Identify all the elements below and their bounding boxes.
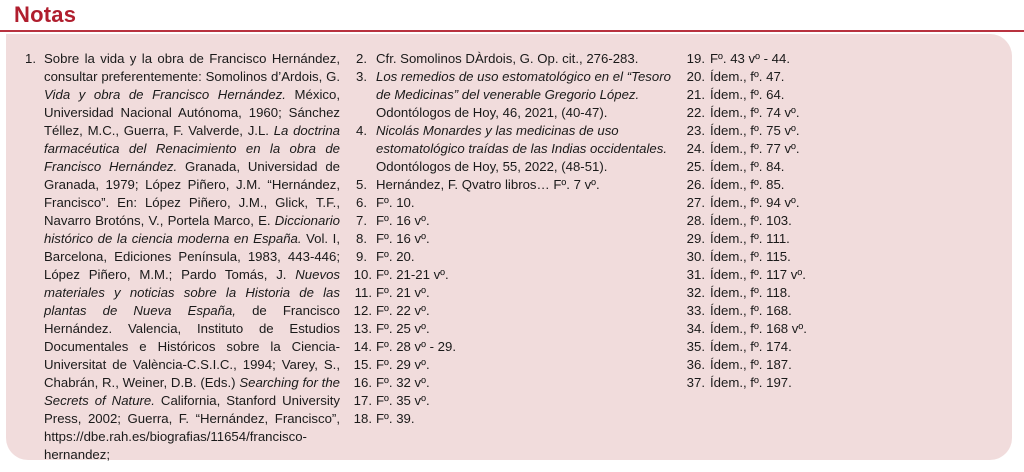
note-item-21 — [685, 86, 995, 104]
note-text-segment: de Francisco Hernández. Valencia, Instituto de Estudios Documentales e Históricos sobre la Ciencia-Universitat de València-C.S.I.C., 1994; Varey, S., Chabrán, R., Weiner, D.B. (Eds.) — [44, 303, 340, 390]
note-item-20 — [685, 68, 995, 86]
note-item-22 — [685, 104, 995, 122]
notes-column-2 — [353, 50, 681, 428]
note-item-33 — [685, 302, 995, 320]
note-text-segment: Sobre la vida y la obra de Francisco Hernández, consultar preferentemente: Somolinos d’Ardois, G. — [44, 51, 340, 84]
note-text: Fº. 22 vº. — [376, 303, 430, 318]
note-number: 4. — [356, 123, 367, 138]
note-number: 28. — [686, 213, 705, 228]
note-number: 14. — [353, 339, 372, 354]
note-item-26 — [685, 176, 995, 194]
note-item-35 — [685, 338, 995, 356]
note-item-29 — [685, 230, 995, 248]
note-item-34 — [685, 320, 995, 338]
notes-list — [353, 194, 681, 428]
note-text: Ídem., fº. 118. — [710, 285, 791, 300]
note-item-4 — [353, 122, 681, 176]
note-text: Ídem., fº. 47. — [710, 69, 785, 84]
note-number: 31. — [686, 267, 705, 282]
note-number: 29. — [686, 231, 705, 246]
note-text: Fº. 32 vº. — [376, 375, 430, 390]
note-number: 26. — [686, 177, 705, 192]
note-text-segment: Odontólogos de Hoy, 46, 2021, (40-47). — [376, 105, 608, 120]
note-item-27 — [685, 194, 995, 212]
note-number: 37. — [686, 375, 705, 390]
note-title-italic: Nicolás Monardes y las medicinas de uso estomatológico traídas de las Indias occidentales. — [376, 123, 668, 156]
note-item-17 — [353, 392, 681, 410]
notes-column-1 — [20, 50, 340, 464]
note-number: 36. — [686, 357, 705, 372]
note-item-36 — [685, 356, 995, 374]
note-text: Ídem., fº. 168 vº. — [710, 321, 807, 336]
note-text: Ídem., fº. 115. — [710, 249, 791, 264]
note-number: 5. — [356, 177, 367, 192]
note-number: 11. — [354, 285, 372, 300]
note-number: 27. — [686, 195, 705, 210]
note-text: Ídem., fº. 187. — [710, 357, 792, 372]
note-text: Ídem., fº. 111. — [710, 231, 790, 246]
note-title-italic: Vida y obra de Francisco Hernández. — [44, 87, 286, 102]
note-text: Ídem., fº. 74 vº. — [710, 105, 800, 120]
note-item-3 — [353, 68, 681, 122]
note-item-24 — [685, 140, 995, 158]
note-item-6 — [353, 194, 681, 212]
note-text-segment: California, Stanford University Press, 2002; Guerra, F. “Hernández, Francisco”, https://dbe.rah.es/biografias/11654/francisco-hernandez; — [44, 393, 341, 462]
note-item-37 — [685, 374, 995, 392]
note-text: Ídem., fº. 64. — [710, 87, 785, 102]
note-text: Cfr. Somolinos DÀrdois, G. Op. cit., 276-283. — [376, 51, 639, 66]
note-item-19 — [685, 50, 995, 68]
note-text: Ídem., fº. 174. — [710, 339, 792, 354]
note-number: 17. — [353, 393, 372, 408]
note-item-7 — [353, 212, 681, 230]
note-text: Hernández, F. Qvatro libros… Fº. 7 vº. — [376, 177, 600, 192]
note-text: Fº. 29 vº. — [376, 357, 430, 372]
note-text: Ídem., fº. 117 vº. — [710, 267, 806, 282]
note-item-11 — [353, 284, 681, 302]
note-number: 34. — [686, 321, 705, 336]
notes-column-3 — [685, 50, 995, 392]
note-text: Fº. 39. — [376, 411, 415, 426]
note-number: 23. — [686, 123, 705, 138]
note-item-13 — [353, 320, 681, 338]
note-item-10 — [353, 266, 681, 284]
note-text: Fº. 25 vº. — [376, 321, 430, 336]
note-item-23 — [685, 122, 995, 140]
note-item-18 — [353, 410, 681, 428]
note-number: 12. — [353, 303, 372, 318]
note-text: Ídem., fº. 168. — [710, 303, 792, 318]
note-text-segment: Vol. I, Barcelona, Ediciones Península, 1983, 443-446; López Piñero, M.M.; Pardo Tomás, J. — [44, 231, 340, 282]
note-title-italic: Los remedios de uso estomatológico en el “Tesoro de Medicinas” del venerable Gregorio López. — [376, 69, 671, 102]
note-item-12 — [353, 302, 681, 320]
note-number: 32. — [686, 285, 705, 300]
note-number: 19. — [686, 51, 705, 66]
note-item-2 — [353, 50, 681, 68]
note-text-segment: Odontólogos de Hoy, 55, 2022, (48-51). — [376, 159, 608, 174]
note-text: Fº. 21 vº. — [376, 285, 430, 300]
note-title-italic: Searching for the Secrets of Nature. — [44, 375, 340, 408]
note-text: Fº. 43 vº - 44. — [710, 51, 790, 66]
note-text: Ídem., fº. 85. — [710, 177, 785, 192]
note-item-28 — [685, 212, 995, 230]
note-number: 15. — [353, 357, 372, 372]
note-item-32 — [685, 284, 995, 302]
note-number: 22. — [686, 105, 705, 120]
note-number: 10. — [353, 267, 372, 282]
section-title: Notas — [14, 2, 77, 27]
note-text: Fº. 16 vº. — [376, 231, 430, 246]
note-item-1 — [20, 50, 340, 464]
note-text: Ídem., fº. 84. — [710, 159, 785, 174]
note-text — [44, 50, 340, 464]
note-text: Fº. 10. — [376, 195, 415, 210]
note-item-25 — [685, 158, 995, 176]
note-text: Fº. 28 vº - 29. — [376, 339, 456, 354]
note-text: Ídem., fº. 94 vº. — [710, 195, 800, 210]
title-rule — [0, 30, 1024, 32]
note-item-15 — [353, 356, 681, 374]
note-text — [376, 68, 681, 122]
note-number: 33. — [686, 303, 705, 318]
note-number: 9. — [356, 249, 367, 264]
note-text-segment: Granada, Universidad de Granada, 1979; López Piñero, J.M. “Hernández, Francisco”. En: López Piñero, J.M., Glick, T.F., Navarro Brotóns, V., Portela Marco, E. — [44, 159, 340, 228]
note-item-9 — [353, 248, 681, 266]
note-number: 24. — [686, 141, 705, 156]
note-number: 16. — [353, 375, 372, 390]
note-text-segment: México, Universidad Nacional Autónoma, 1960; Sánchez Téllez, M.C., Guerra, F. Valverde, J.L. — [44, 87, 340, 138]
note-number: 1. — [25, 51, 36, 66]
note-number: 13. — [353, 321, 372, 336]
note-text: Fº. 16 vº. — [376, 213, 430, 228]
note-number: 6. — [356, 195, 367, 210]
note-text: Ídem., fº. 77 vº. — [710, 141, 800, 156]
note-item-16 — [353, 374, 681, 392]
note-text: Fº. 21-21 vº. — [376, 267, 449, 282]
note-number: 35. — [686, 339, 705, 354]
note-text: Fº. 20. — [376, 249, 415, 264]
note-text: Ídem., fº. 197. — [710, 375, 792, 390]
note-number: 25. — [686, 159, 705, 174]
note-title-italic: Diccionario histórico de la ciencia moderna en España. — [44, 213, 340, 246]
note-text — [376, 122, 681, 176]
note-number: 3. — [356, 69, 367, 84]
note-text: Ídem., fº. 103. — [710, 213, 792, 228]
note-number: 18. — [353, 411, 372, 426]
note-number: 8. — [356, 231, 367, 246]
note-number: 20. — [686, 69, 705, 84]
note-number: 21. — [686, 87, 705, 102]
note-item-30 — [685, 248, 995, 266]
note-item-31 — [685, 266, 995, 284]
note-number: 7. — [356, 213, 367, 228]
note-title-italic: Nuevos materiales y noticias sobre la Historia de las plantas de Nueva España, — [44, 267, 340, 318]
note-title-italic: La doctrina farmacéutica del Renacimiento en la obra de Francisco Hernández. — [44, 123, 341, 174]
note-number: 2. — [356, 51, 367, 66]
note-item-5 — [353, 176, 681, 194]
note-number: 30. — [686, 249, 705, 264]
notes-list — [685, 50, 995, 392]
note-text: Fº. 35 vº. — [376, 393, 430, 408]
note-item-14 — [353, 338, 681, 356]
note-text: Ídem., fº. 75 vº. — [710, 123, 800, 138]
note-item-8 — [353, 230, 681, 248]
